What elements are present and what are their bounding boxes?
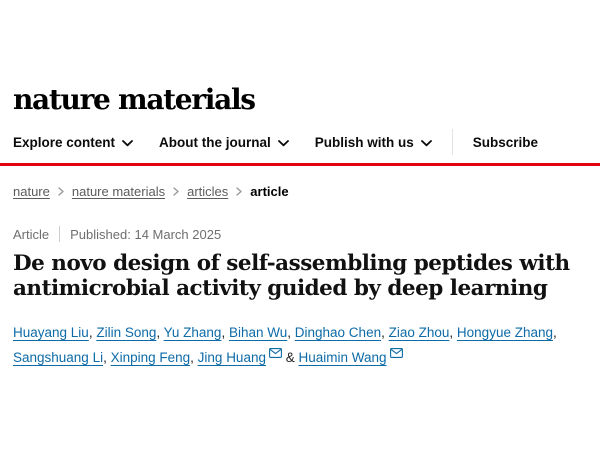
chevron-right-icon [173, 187, 179, 196]
author-link[interactable]: Huayang Liu [13, 325, 89, 340]
author-link[interactable]: Zilin Song [96, 325, 157, 340]
author-link[interactable]: Jing Huang [197, 350, 266, 365]
meta-divider [59, 226, 60, 242]
author-separator: & [281, 350, 299, 365]
nav-label: About the journal [159, 134, 271, 150]
email-icon[interactable] [269, 348, 282, 358]
author-link[interactable]: Dinghao Chen [294, 325, 382, 340]
published-line [70, 227, 221, 242]
breadcrumb-current: article [250, 184, 289, 199]
author-link[interactable]: Ziao Zhou [388, 325, 450, 340]
nav-divider [452, 129, 453, 155]
author-separator: , [553, 325, 557, 340]
author-separator: , [221, 325, 229, 340]
author-link[interactable]: Hongyue Zhang [456, 325, 553, 340]
article-type-label: Article [13, 226, 50, 242]
chevron-down-icon [122, 140, 133, 147]
nav-label: Publish with us [314, 134, 414, 150]
article-meta [13, 226, 587, 242]
breadcrumb-link-articles[interactable]: articles [187, 184, 229, 199]
nav-explore-content[interactable] [13, 135, 133, 150]
breadcrumb [13, 184, 587, 199]
author-separator: , [381, 325, 389, 340]
author-separator: , [449, 325, 457, 340]
breadcrumb-link-nature-materials[interactable]: nature materials [71, 184, 166, 199]
nav-subscribe[interactable]: Subscribe [472, 134, 539, 150]
published-label: Published: [70, 226, 131, 242]
author-separator: , [190, 350, 198, 365]
author-link[interactable]: Huaimin Wang [298, 350, 387, 365]
article-header-content [0, 184, 600, 370]
published-date: 14 March 2025 [134, 226, 222, 242]
nav-about-the-journal[interactable] [159, 135, 289, 150]
article-title [13, 251, 587, 301]
chevron-right-icon [236, 187, 242, 196]
chevron-down-icon [278, 140, 289, 147]
chevron-right-icon [58, 187, 64, 196]
nav-label: Explore content [13, 134, 116, 150]
chevron-down-icon [421, 140, 432, 147]
author-separator: , [287, 325, 295, 340]
author-link[interactable]: Xinping Feng [110, 350, 191, 365]
author-link[interactable]: Yu Zhang [163, 325, 222, 340]
author-separator: , [156, 325, 164, 340]
main-nav [13, 129, 600, 155]
nav-publish-with-us[interactable] [315, 135, 432, 150]
brand-red-rule [0, 163, 600, 166]
article-title-line-1: De novo design of self-assembling peptides with [13, 251, 570, 276]
author-separator: , [103, 350, 111, 365]
author-link[interactable]: Bihan Wu [228, 325, 288, 340]
article-title-line-2: antimicrobial activity guided by deep learning [13, 276, 548, 301]
nature-materials-logo[interactable]: nature materials [13, 83, 255, 116]
breadcrumb-link-nature[interactable]: nature [13, 184, 50, 199]
author-link[interactable]: Sangshuang Li [13, 350, 104, 365]
author-separator: , [88, 325, 97, 340]
author-list [13, 320, 587, 370]
email-icon[interactable] [390, 348, 403, 358]
